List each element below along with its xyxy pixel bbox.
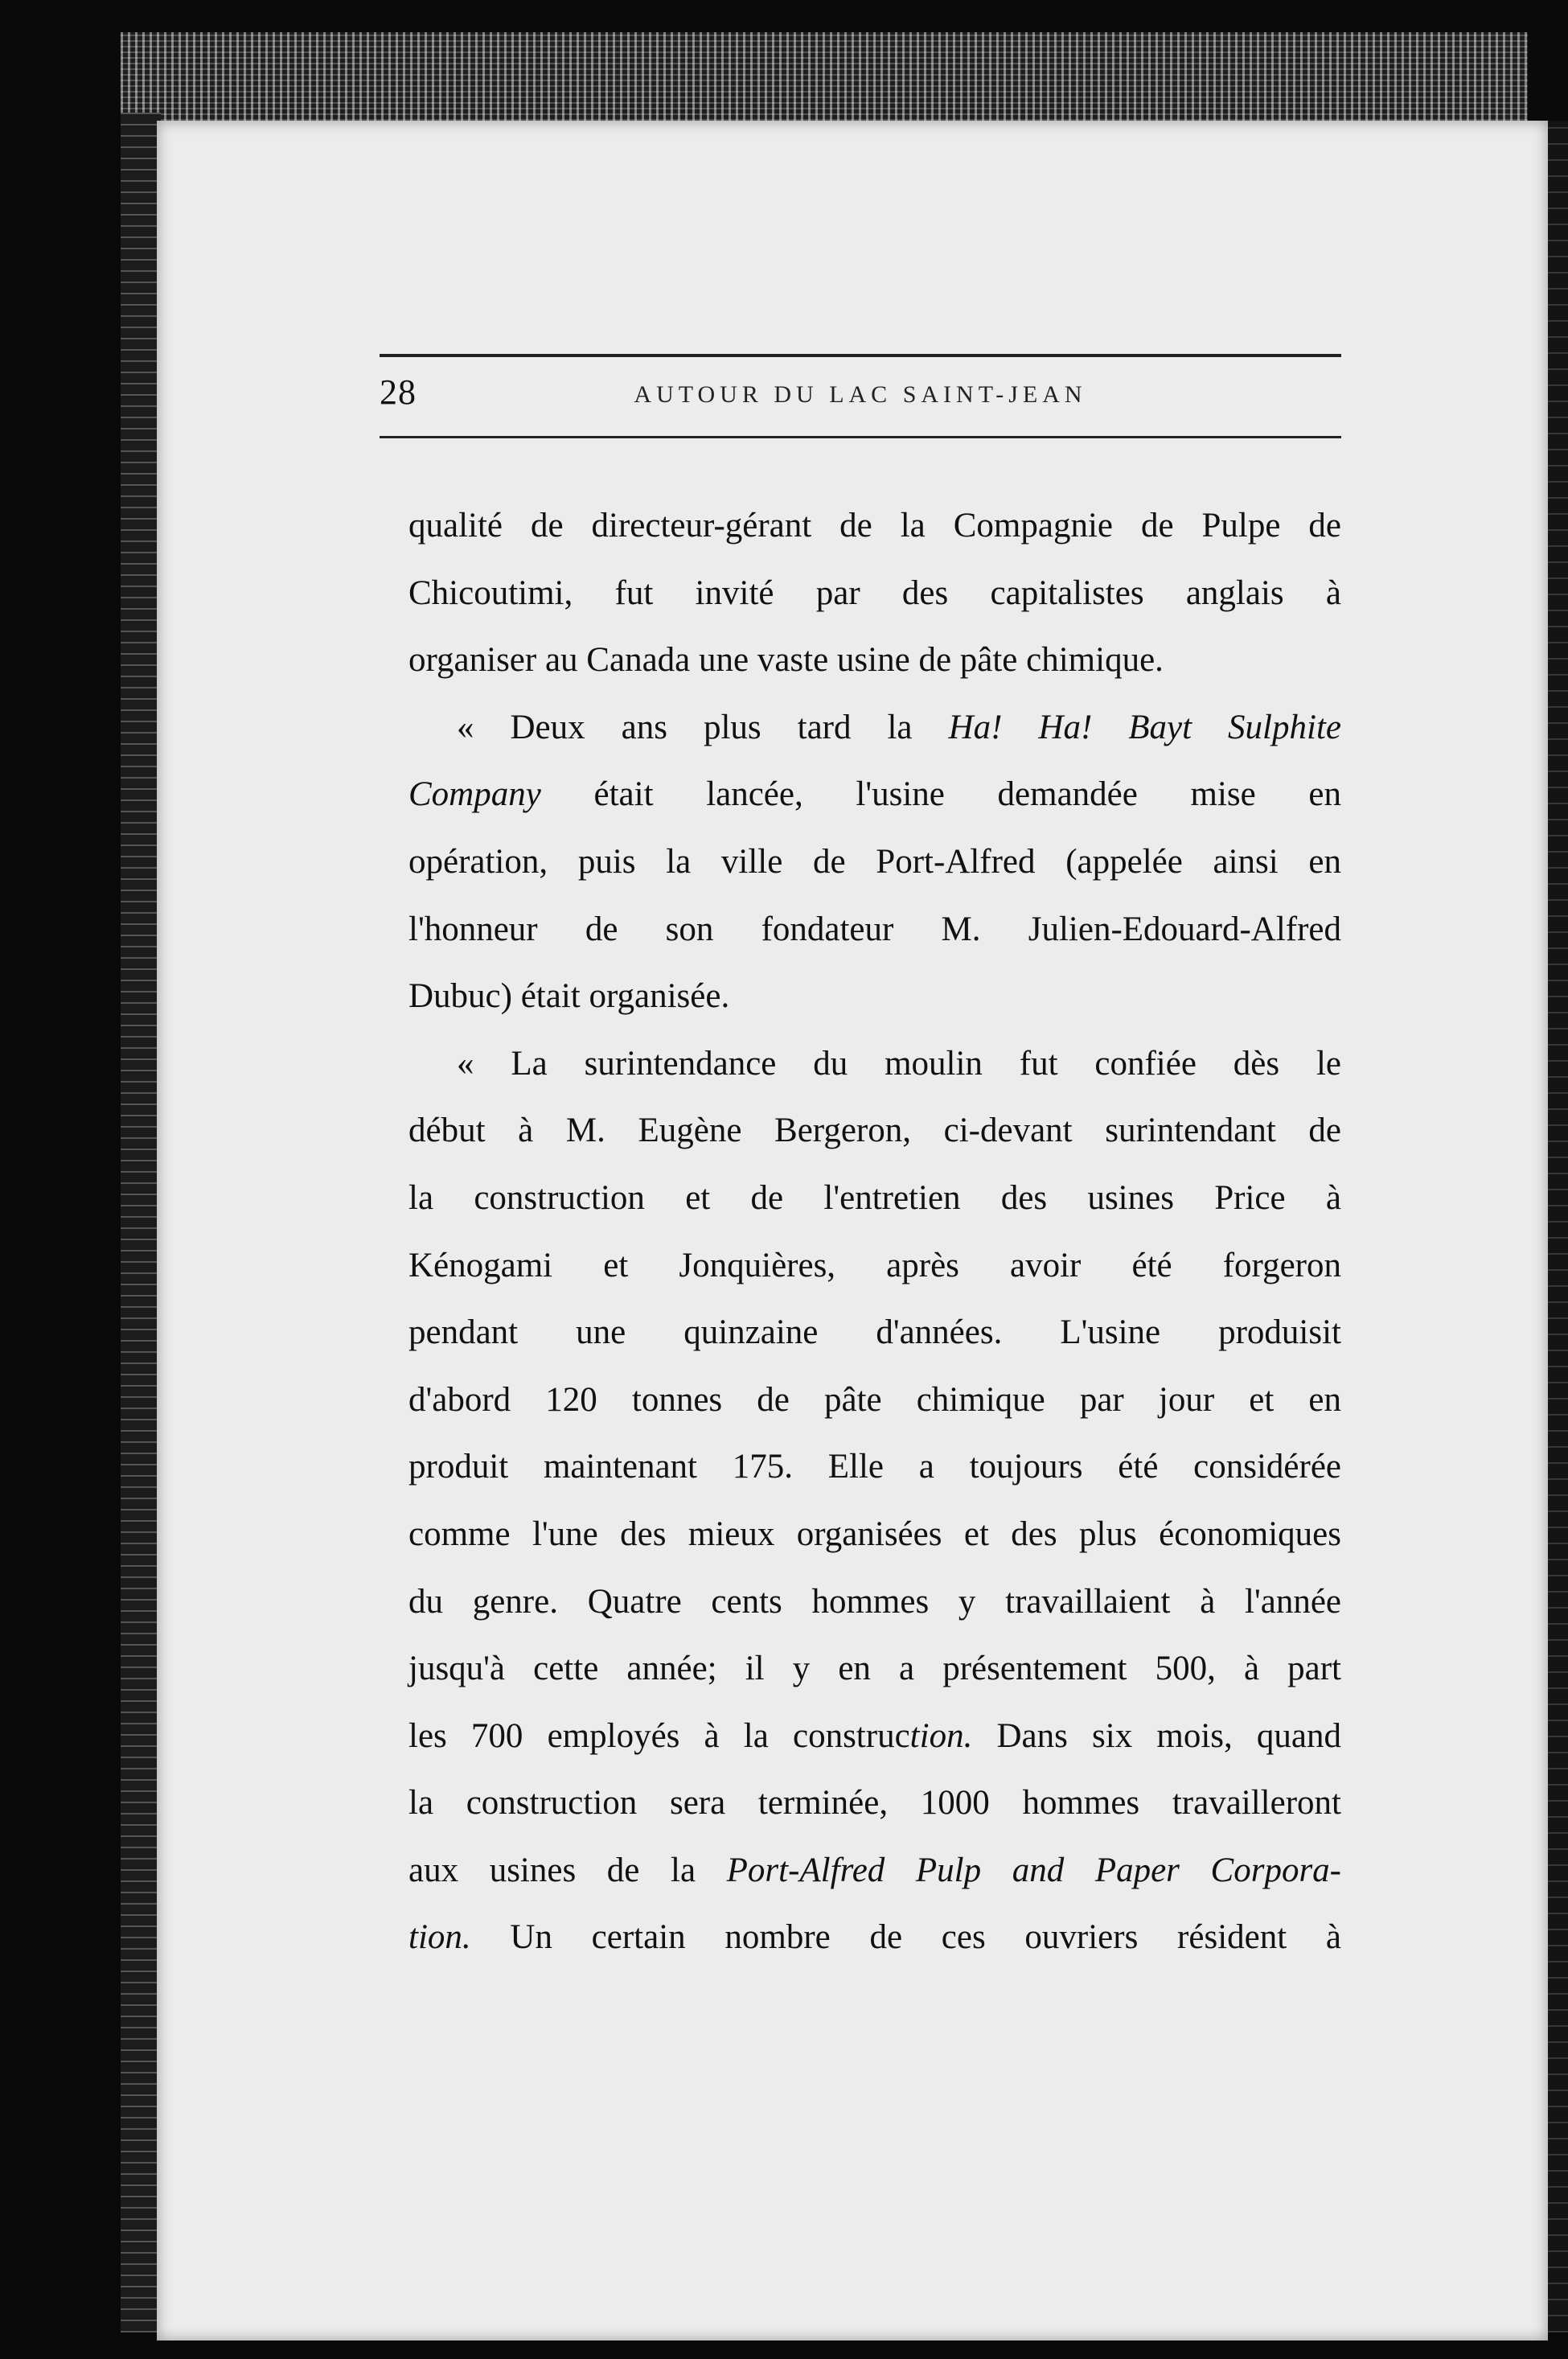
scan-edge-left <box>121 113 161 2332</box>
text-line: pendant une quinzaine d'années. L'usine produisit <box>408 1313 1341 1352</box>
header-rule-bottom <box>380 436 1341 438</box>
text-line: Chicoutimi, fut invité par des capitalistes anglais à <box>408 573 1341 612</box>
text-line: d'abord 120 tonnes de pâte chimique par jour et en <box>408 1380 1341 1419</box>
text-line: organiser au Canada une vaste usine de pâte chimique. <box>408 641 1164 680</box>
text-line: comme l'une des mieux organisées et des plus économiques <box>408 1514 1341 1553</box>
text-line: Company était lancée, l'usine demandée mise en <box>408 775 1341 814</box>
running-title: AUTOUR DU LAC SAINT-JEAN <box>634 381 1087 408</box>
text-line: produit maintenant 175. Elle a toujours été considérée <box>408 1448 1341 1486</box>
text-line: « Deux ans plus tard la Ha! Ha! Bayt Sulphite <box>457 708 1341 746</box>
text-line: la construction et de l'entretien des usines Price à <box>408 1178 1341 1217</box>
text-line: aux usines de la Port-Alfred Pulp and Paper Corpora- <box>408 1851 1341 1889</box>
scan-noise-top <box>121 32 1528 121</box>
text-line: Dubuc) était organisée. <box>408 977 730 1016</box>
text-line: la construction sera terminée, 1000 hommes travailleront <box>408 1784 1341 1823</box>
page-header <box>380 354 1341 439</box>
page-number: 28 <box>380 372 417 412</box>
text-line: qualité de directeur-gérant de la Compagnie de Pulpe de <box>408 507 1341 545</box>
text-line: jusqu'à cette année; il y en a présentement 500, à part <box>408 1650 1341 1688</box>
header-rule-top <box>380 354 1341 357</box>
text-line: tion. Un certain nombre de ces ouvriers résident à <box>408 1918 1341 1957</box>
text-line: « La surintendance du moulin fut confiée dès le <box>457 1044 1341 1083</box>
text-line: Kénogami et Jonquières, après avoir été forgeron <box>408 1246 1341 1284</box>
text-line: du genre. Quatre cents hommes y travaillaient à l'année <box>408 1582 1341 1621</box>
text-line: opération, puis la ville de Port-Alfred (appelée ainsi en <box>408 842 1341 881</box>
text-line: l'honneur de son fondateur M. Julien-Edouard-Alfred <box>408 910 1341 948</box>
body-text <box>408 492 1341 1971</box>
text-line: les 700 employés à la construction. Dans six mois, quand <box>408 1716 1341 1755</box>
text-line: début à M. Eugène Bergeron, ci-devant surintendant de <box>408 1112 1341 1150</box>
